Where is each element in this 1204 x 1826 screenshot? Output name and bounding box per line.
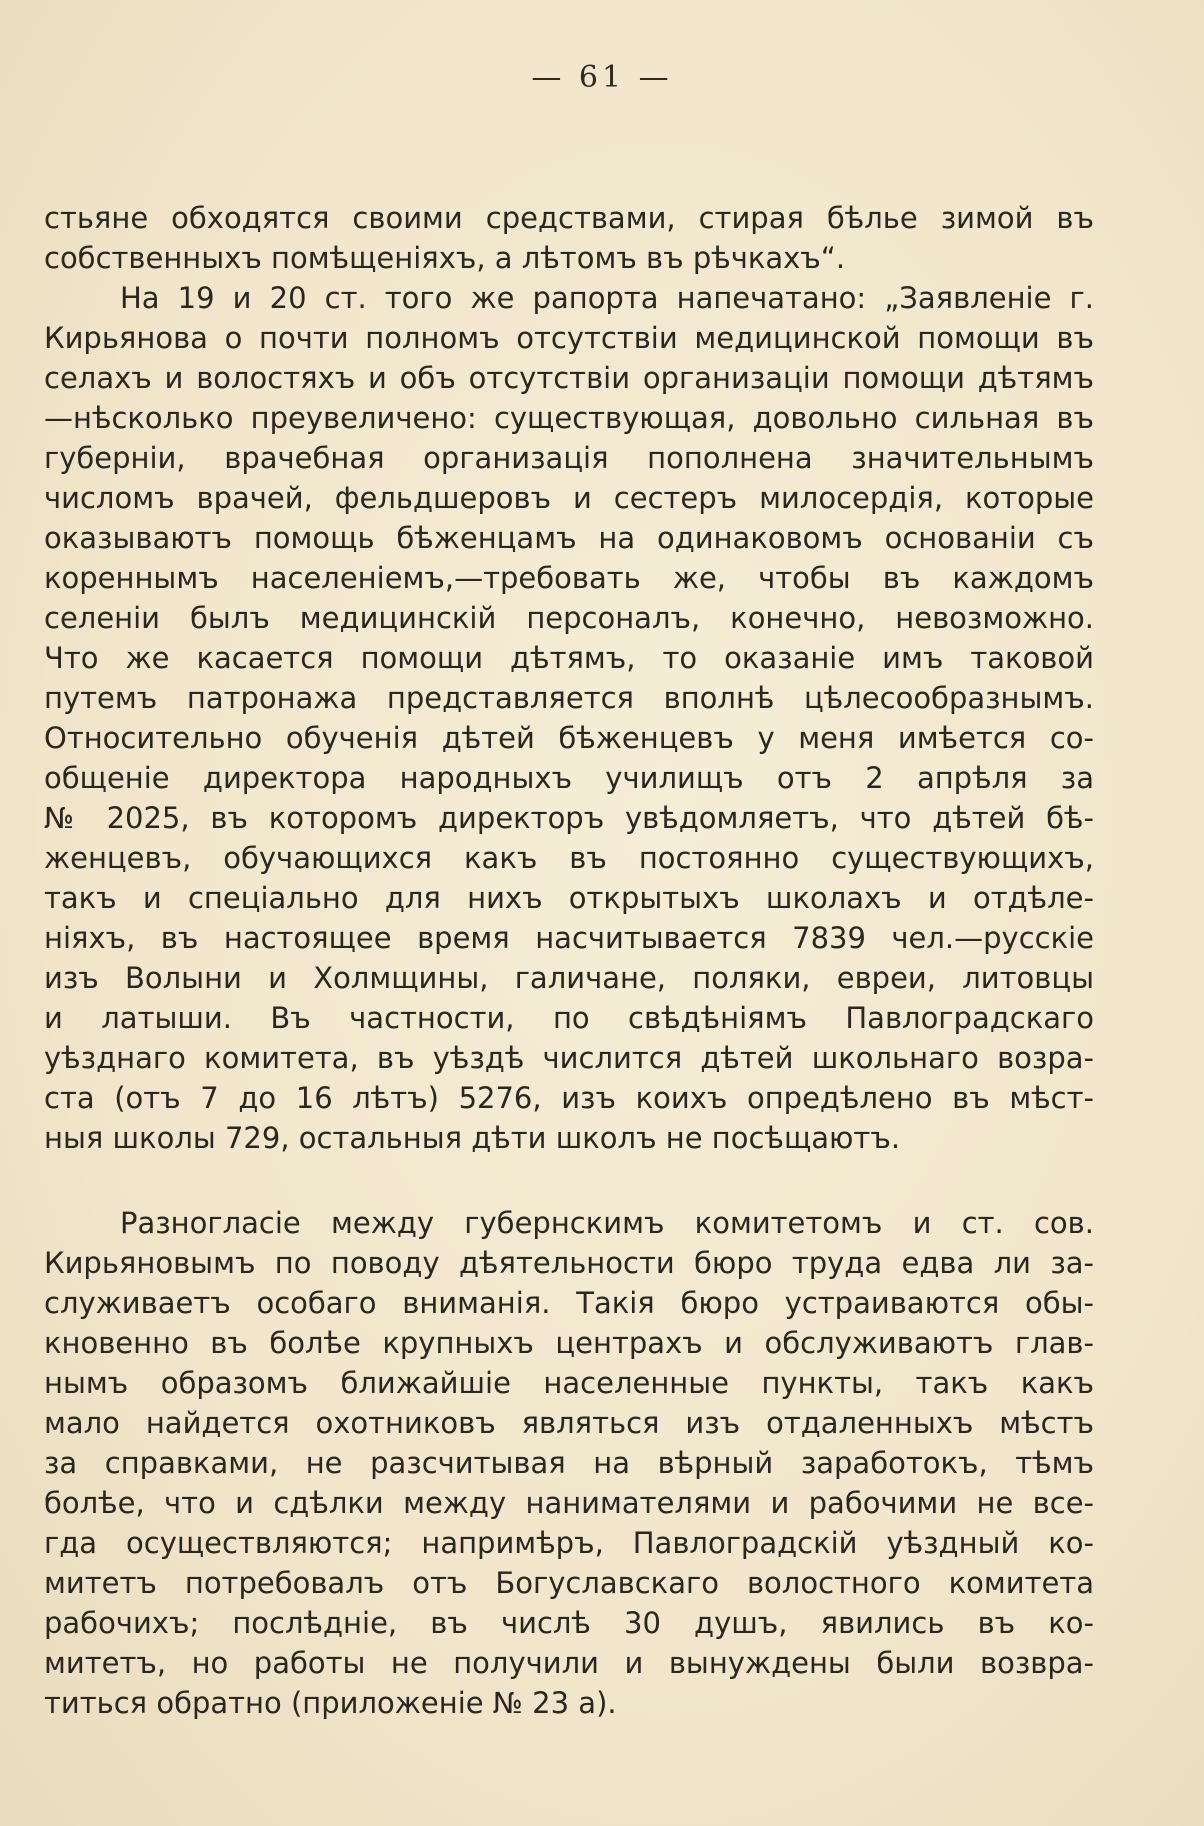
text-line: стьяне обходятся своими средствами, стирая бѣлье зимой въ: [44, 201, 1094, 235]
text-line: селахъ и волостяхъ и объ отсутствіи организаціи помощи дѣтямъ: [44, 361, 1094, 395]
text-line: общеніе директора народныхъ училищъ отъ 2 апрѣля за: [44, 761, 1094, 795]
text-line: изъ Волыни и Холмщины, галичане, поляки, евреи, литовцы: [44, 961, 1094, 995]
text-line: —нѣсколько преувеличено: существующая, довольно сильная въ: [44, 401, 1094, 435]
text-line: титься обратно (приложеніе № 23 а).: [44, 1686, 617, 1720]
text-line: оказываютъ помощь бѣженцамъ на одинаковомъ основаніи съ: [44, 521, 1094, 555]
text-line: кновенно въ болѣе крупныхъ центрахъ и обслуживаютъ глав-: [44, 1326, 1094, 1360]
text-line: Относительно обученія дѣтей бѣженцевъ у меня имѣется со-: [44, 721, 1094, 755]
paragraph-start-line: Разногласіе между губернскимъ комитетомъ и ст. сов.: [120, 1206, 1094, 1240]
text-line: женцевъ, обучающихся какъ въ постоянно существующихъ,: [44, 841, 1094, 875]
text-line: служиваетъ особаго вниманія. Такія бюро устраиваются обы-: [44, 1286, 1094, 1320]
text-line: путемъ патронажа представляется вполнѣ цѣлесообразнымъ.: [44, 681, 1094, 715]
text-line: болѣе, что и сдѣлки между нанимателями и рабочими не все-: [44, 1486, 1094, 1520]
text-line: Что же касается помощи дѣтямъ, то оказаніе имъ таковой: [44, 641, 1094, 675]
text-line: митетъ, но работы не получили и вынуждены были возвра-: [44, 1646, 1094, 1680]
text-line: селеніи былъ медицинскій персоналъ, конечно, невозможно.: [44, 601, 1094, 635]
text-line: такъ и спеціально для нихъ открытыхъ школахъ и отдѣле-: [44, 881, 1094, 915]
paragraph-start-line: На 19 и 20 ст. того же рапорта напечатано: „Заявленіе г.: [120, 281, 1094, 315]
text-line: кореннымъ населеніемъ,—требовать же, чтобы въ каждомъ: [44, 561, 1094, 595]
text-line: Кирьянова о почти полномъ отсутствіи медицинской помощи въ: [44, 321, 1094, 355]
text-line: рабочихъ; послѣдніе, въ числѣ 30 душъ, явились въ ко-: [44, 1606, 1094, 1640]
text-line: ніяхъ, въ настоящее время насчитывается 7839 чел.—русскіе: [44, 921, 1094, 955]
text-line: и латыши. Въ частности, по свѣдѣніямъ Павлоградскаго: [44, 1001, 1094, 1035]
text-line: № 2025, въ которомъ директоръ увѣдомляетъ, что дѣтей бѣ-: [44, 801, 1094, 835]
text-line: губерніи, врачебная организація пополнена значительнымъ: [44, 441, 1094, 475]
text-line: ныя школы 729, остальныя дѣти школъ не посѣщаютъ.: [44, 1121, 901, 1155]
text-line: собственныхъ помѣщеніяхъ, а лѣтомъ въ рѣчкахъ“.: [44, 241, 846, 275]
text-line: уѣзднаго комитета, въ уѣздѣ числится дѣтей школьнаго возра-: [44, 1041, 1094, 1075]
text-line: ста (отъ 7 до 16 лѣтъ) 5276, изъ коихъ опредѣлено въ мѣст-: [44, 1081, 1094, 1115]
page-number: — 61 —: [531, 60, 673, 95]
text-line: мало найдется охотниковъ являться изъ отдаленныхъ мѣстъ: [44, 1406, 1094, 1440]
text-line: гда осуществляются; напримѣръ, Павлоградскій уѣздный ко-: [44, 1526, 1094, 1560]
text-line: Кирьяновымъ по поводу дѣятельности бюро труда едва ли за-: [44, 1246, 1094, 1280]
text-line: митетъ потребовалъ отъ Богуславскаго волостного комитета: [44, 1566, 1094, 1600]
text-line: нымъ образомъ ближайшіе населенные пункты, такъ какъ: [44, 1366, 1094, 1400]
text-line: числомъ врачей, фельдшеровъ и сестеръ милосердія, которые: [44, 481, 1094, 515]
text-line: за справками, не разсчитывая на вѣрный заработокъ, тѣмъ: [44, 1446, 1094, 1480]
